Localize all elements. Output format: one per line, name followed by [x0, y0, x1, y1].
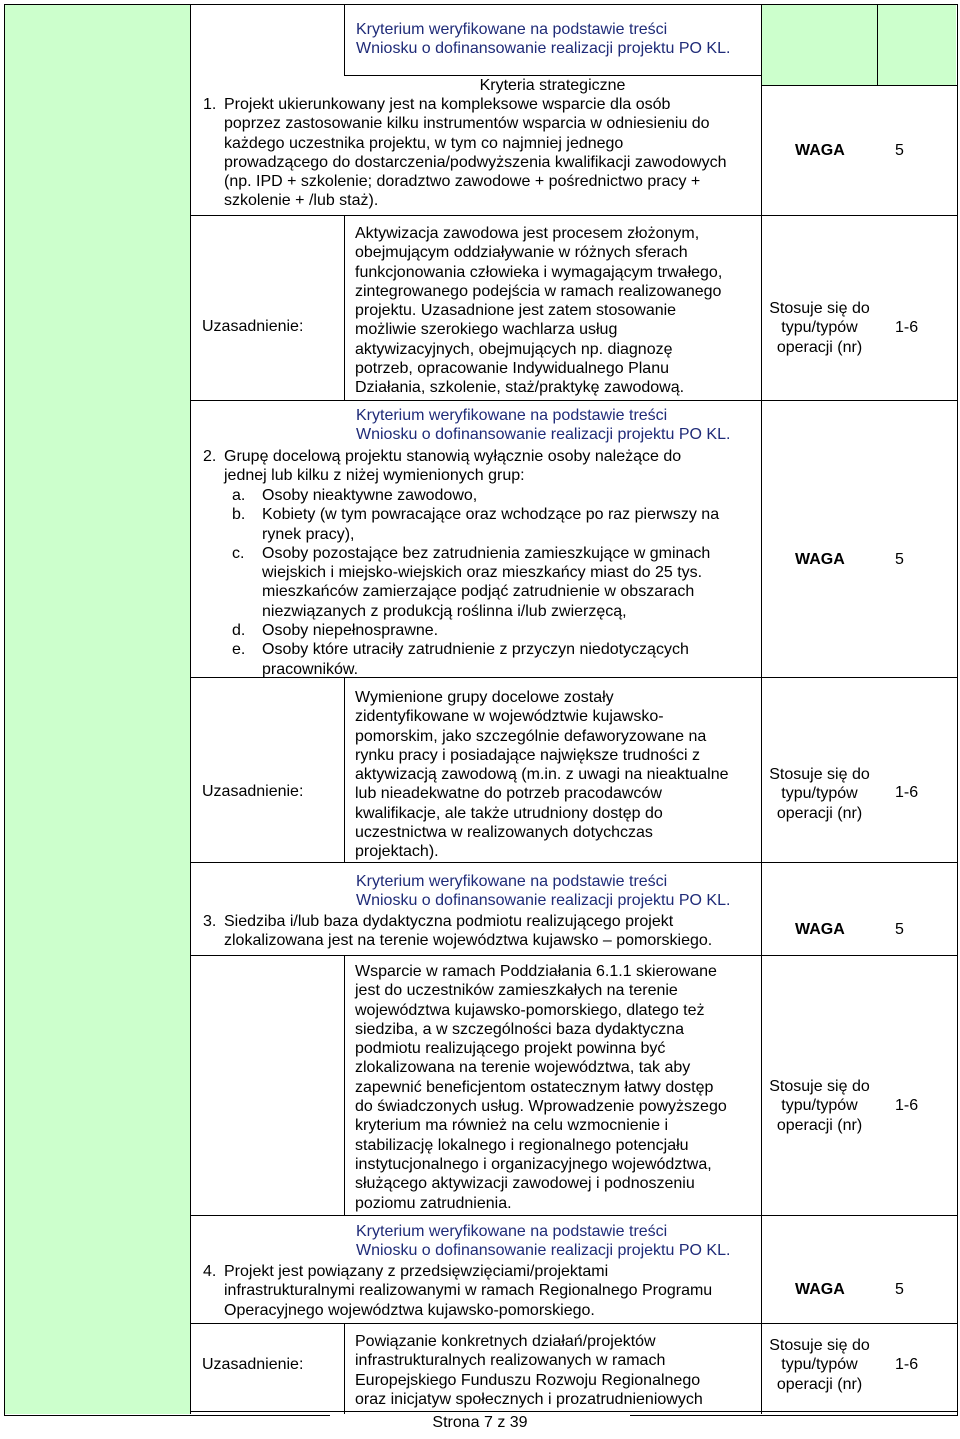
column-divider: [344, 677, 345, 862]
criterion-number: 2.: [203, 448, 217, 465]
waga-label: WAGA: [795, 142, 845, 159]
column-divider: [877, 5, 878, 85]
verification-note: Kryterium weryfikowane na podstawie treści Wniosku o dofinansowanie realizacji projektu PO KL.: [356, 873, 731, 910]
justification-label: Uzasadnienie:: [202, 1356, 304, 1373]
row-divider: [190, 215, 957, 216]
verification-note: Kryterium weryfikowane na podstawie treści Wniosku o dofinansowanie realizacji projektu PO KL.: [356, 1223, 731, 1260]
column-divider: [344, 215, 345, 400]
row-divider: [761, 85, 957, 86]
operation-range: 1-6: [895, 1097, 919, 1114]
column-divider: [761, 5, 762, 1414]
criterion-number: 3.: [203, 913, 217, 930]
list-item: e. Osoby które utraciły zatrudnienie z przyczyn niedotyczących pracowników.: [232, 641, 689, 678]
criterion-number: 1.: [203, 96, 217, 113]
column-divider: [344, 955, 345, 1215]
row-divider: [190, 862, 957, 863]
operation-range: 1-6: [895, 784, 919, 801]
waga-value: 5: [895, 551, 904, 568]
section-title: Kryteria strategiczne: [479, 77, 626, 94]
verification-note: Kryterium weryfikowane na podstawie treści Wniosku o dofinansowanie realizacji projektu PO KL.: [356, 21, 731, 58]
justification-text: Powiązanie konkretnych działań/projektów infrastrukturalnych realizowanych w ramach Europejskiego Funduszu Rozwoju Regionalnego oraz inicjatyw społecznych i prozatrudnieniowych: [355, 1333, 703, 1408]
justification-label: Uzasadnienie:: [202, 318, 304, 335]
row-divider: [190, 1411, 957, 1412]
justification-text: Wymienione grupy docelowe zostały zidentyfikowane w województwie kujawsko- pomorskim, jako szczególnie defaworyzowane na rynku pracy i posiadające największe trudności z aktywizacją zawodową (m.in. z uwagi na nieaktualne lub nieadekwatne do potrzeb pracodawców kwalifikacje, ale także utrudniony dostęp do uczestnictwa w realizowanych dotychczas projektach).: [355, 689, 729, 861]
list-item: b. Kobiety (w tym powracające oraz wchodzące po raz pierwszy na rynek pracy),: [232, 506, 720, 543]
justification-text: Wsparcie w ramach Poddziałania 6.1.1 skierowane jest do uczestników zamieszkałych na terenie województwa kujawsko-pomorskiego, dlatego też siedziba, a w szczególności baza dydaktyczna podmiotu realizującego projekt powinna być zlokalizowana na terenie województwa, tak aby zapewnić beneficjentom ostatecznym łatwy dostęp do świadczonych usług. Wprowadzenie powyższego kryterium ma również na celu wzmocnienie i stabilizację lokalnego i regionalnego potencjału instytucjonalnego i organizacyjnego województwa, służącego aktywizacji zawodowej i podnoszeniu poziomu zatrudnienia.: [355, 963, 727, 1212]
operation-range: 1-6: [895, 1356, 919, 1373]
applies-to-label: Stosuje się do typu/typów operacji (nr): [769, 1078, 870, 1134]
row-divider: [190, 1215, 957, 1216]
justification-text: Aktywizacja zawodowa jest procesem złożonym, obejmującym oddziaływanie w różnych sferach funkcjonowania człowieka i wymagającym trwałego, zintegrowanego podejścia w ramach realizowanego projektu. Uzasadnione jest zatem stosowanie możliwie szerokiego wachlarza usług aktywizacyjnych, obejmujących np. diagnozę potrzeb, opracowanie Indywidualnego Planu Działania, szkolenie, staż/praktykę zawodową.: [355, 225, 723, 397]
row-divider: [344, 75, 761, 76]
waga-value: 5: [895, 1281, 904, 1298]
applies-to-label: Stosuje się do typu/typów operacji (nr): [769, 1337, 870, 1393]
waga-value: 5: [895, 142, 904, 159]
justification-label: Uzasadnienie:: [202, 783, 304, 800]
verification-note: Kryterium weryfikowane na podstawie treści Wniosku o dofinansowanie realizacji projektu PO KL.: [356, 407, 731, 444]
list-item: c. Osoby pozostające bez zatrudnienia zamieszkujące w gminach wiejskich i miejsko-wiejskich oraz mieszkańcy miast do 25 tys. mieszkańców zamierzające podjąć zatrudnienie w obszarach niezwiązanych z produkcją roślinna i/lub zwierzęcą,: [232, 544, 711, 620]
applies-to-label: Stosuje się do typu/typów operacji (nr): [769, 300, 870, 356]
row-divider: [190, 1323, 957, 1324]
list-item: d. Osoby niepełnosprawne.: [232, 622, 439, 640]
column-divider: [344, 5, 345, 75]
criterion-4-text: Projekt jest powiązany z przedsięwzięciami/projektami infrastrukturalnymi realizowanymi w ramach Regionalnego Programu Operacyjnego województwa kujawsko-pomorskiego.: [224, 1263, 713, 1319]
row-divider: [190, 955, 957, 956]
target-group-list: [232, 486, 719, 679]
column-divider: [190, 5, 191, 1414]
criterion-number: 4.: [203, 1263, 217, 1280]
waga-label: WAGA: [795, 1281, 845, 1298]
applies-to-label: Stosuje się do typu/typów operacji (nr): [769, 766, 870, 822]
criterion-2-intro: Grupę docelową projektu stanowią wyłącznie osoby należące do jednej lub kilku z niżej wymienionych grup:: [224, 448, 682, 485]
column-divider: [344, 1323, 345, 1414]
waga-label: WAGA: [795, 921, 845, 938]
operation-range: 1-6: [895, 319, 919, 336]
criterion-1-text: Projekt ukierunkowany jest na kompleksowe wsparcie dla osób poprzez zastosowanie kilku instrumentów wsparcia w odniesieniu do każdego uczestnika projektu, w tym co najmniej jednego prowadzącego do dostarczenia/podwyższenia kwalifikacji zawodowych (np. IPD + szkolenie; doradztwo zawodowe + pośrednictwo pracy + szkolenie + /lub staż).: [224, 96, 727, 210]
row-divider: [190, 400, 957, 401]
waga-label: WAGA: [795, 551, 845, 568]
list-item: a. Osoby nieaktywne zawodowo,: [232, 487, 478, 504]
waga-value: 5: [895, 921, 904, 938]
criterion-3-text: Siedziba i/lub baza dydaktyczna podmiotu realizującego projekt zlokalizowana jest na terenie województwa kujawsko – pomorskiego.: [224, 913, 713, 950]
page-number: Strona 7 z 39: [330, 1414, 630, 1432]
